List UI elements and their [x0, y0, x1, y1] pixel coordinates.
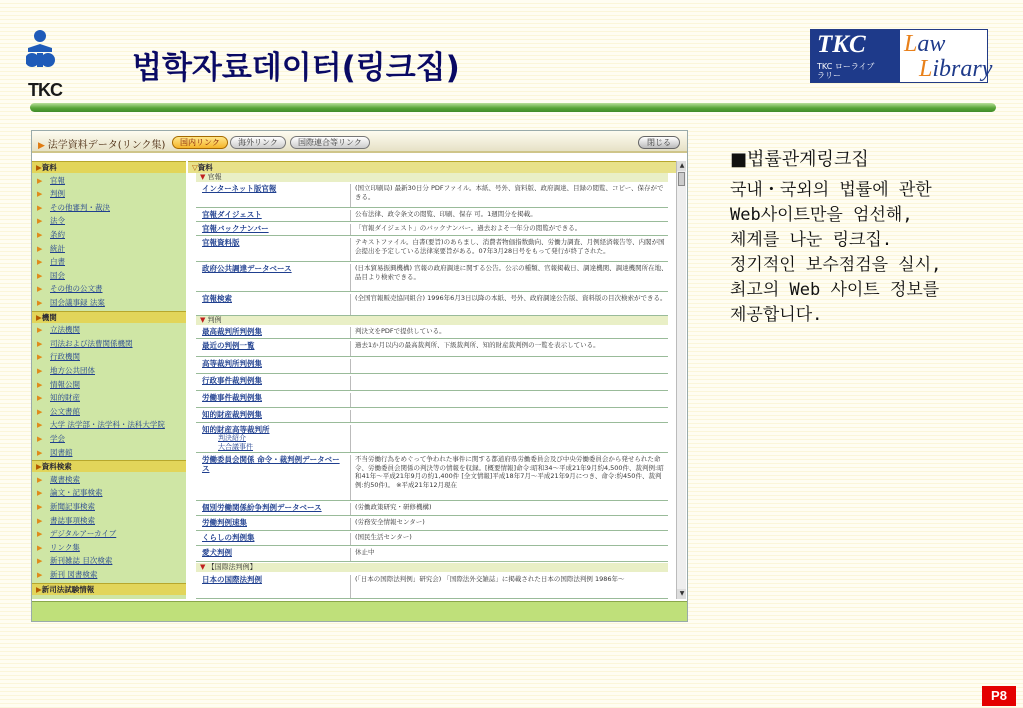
header-divider: [30, 103, 996, 112]
sidebar-link[interactable]: ▶ 行政機関: [37, 352, 80, 362]
sidebar-link[interactable]: ▶ 法令: [37, 216, 65, 226]
window-toolbar: [32, 131, 687, 153]
sidebar-link[interactable]: ▶ 新聞記事検索: [37, 502, 95, 511]
brand-tkc: TKC: [817, 31, 866, 58]
description-line: Web사이트만을 엄선해,: [730, 205, 913, 225]
sidebar-link[interactable]: ▶ 学会: [37, 434, 65, 443]
sidebar-link[interactable]: ▶ 知的財産: [37, 393, 80, 403]
triangle-icon: ▶: [37, 435, 43, 443]
sidebar-link[interactable]: ▶ 書誌事項検索: [37, 515, 95, 525]
sidebar-link[interactable]: ▶ 国会: [37, 270, 65, 280]
section-header: ▼ 判例: [196, 316, 668, 325]
link-name[interactable]: 労働委員会関係 命令・裁判例データベース: [202, 455, 340, 473]
link-row: [196, 325, 668, 339]
sidebar-heading: ▶資料: [32, 161, 186, 173]
link-description: 過去1か月以内の最高裁判所、下級裁判所、知的財産裁判例の一覧を表示している。: [350, 341, 668, 356]
link-row: [196, 292, 668, 316]
link-description: [350, 393, 668, 407]
tab-foreign-links[interactable]: 海外リンク: [230, 136, 286, 149]
link-row: [196, 573, 668, 599]
link-row: [196, 546, 668, 562]
sidebar-link[interactable]: ▶ 論文・記事検索: [37, 488, 103, 498]
description-line: 최고의 Web 사이트 정보를: [730, 280, 940, 300]
close-button[interactable]: 閉じる: [638, 136, 680, 149]
sidebar-link[interactable]: ▶ 国会議事録 法案: [37, 298, 105, 307]
link-name[interactable]: 知的財産裁判例集: [202, 410, 262, 419]
sidebar-heading: ▶新司法試験情報: [32, 583, 186, 595]
link-description: [350, 425, 668, 452]
triangle-icon: ▶: [37, 380, 43, 389]
link-row: [196, 516, 668, 531]
sidebar: [32, 161, 186, 599]
link-description: テキストファイル。白書(要旨)のあらまし、消費者物価指数動向、労働力調査、月例経済報告等、内閣が国会提出を予定している法律案要旨がある。07年3月28日号をもって発行が終了された。: [350, 238, 668, 261]
section-title: ■법률관계링크집: [730, 149, 869, 170]
link-row: [196, 222, 668, 236]
triangle-icon: ▶: [37, 448, 43, 457]
brand-library: Library: [919, 56, 993, 82]
link-description: (労務安全情報センター): [350, 518, 668, 530]
link-name[interactable]: 愛犬判例: [202, 548, 232, 557]
sidebar-link[interactable]: ▶ 白書: [37, 257, 65, 267]
link-name[interactable]: 最高裁判所判例集: [202, 327, 262, 336]
link-row: [196, 501, 668, 516]
link-name[interactable]: くらしの判例集: [202, 533, 255, 542]
link-name[interactable]: 行政事件裁判例集: [202, 376, 262, 385]
sidebar-heading: ▶機関: [32, 311, 186, 323]
link-row: [196, 208, 668, 222]
link-name[interactable]: 個別労働関係紛争判例データベース: [202, 503, 322, 512]
link-row: [196, 374, 668, 391]
triangle-icon: ▶: [36, 312, 42, 322]
link-name[interactable]: 官報検索: [202, 294, 232, 303]
link-row: [196, 357, 668, 374]
link-row: [196, 423, 668, 453]
triangle-icon: ▶: [37, 407, 43, 416]
description-text: [730, 178, 1000, 328]
link-description: 公布法律、政令条文の閲覧、印刷、保存 可。1週間分を掲載。: [350, 210, 668, 221]
sidebar-link[interactable]: ▶ 判例: [37, 189, 65, 199]
link-name[interactable]: 労働事件裁判例集: [202, 393, 262, 402]
triangle-icon: ▶: [37, 489, 43, 498]
sidebar-link[interactable]: ▶ 情報公開: [37, 379, 80, 389]
link-description: (国民生活センター): [350, 533, 668, 545]
link-name[interactable]: 高等裁判所判例集: [202, 359, 262, 368]
triangle-icon: ▶: [36, 584, 42, 594]
triangle-icon: ▶: [38, 141, 48, 151]
triangle-icon: ▶: [36, 163, 42, 172]
triangle-icon: ▶: [37, 421, 43, 430]
link-row: [196, 453, 668, 501]
link-description: [350, 376, 668, 390]
link-description: 「官報ダイジェスト」のバックナンバー。過去およそ一年分の閲覧ができる。: [350, 224, 668, 235]
triangle-icon: ▶: [37, 217, 43, 226]
triangle-icon: ▶: [37, 326, 43, 335]
link-description: (全国官報販売協同組合) 1996年6月3日以降の本紙、号外、政府調達公告版、資料版の目次検索ができる。: [350, 294, 668, 315]
sidebar-link[interactable]: ▶ 官報: [37, 175, 65, 185]
main-heading: ▽資料: [188, 161, 678, 173]
description-line: 제공합니다.: [730, 305, 823, 325]
triangle-icon: ▶: [37, 571, 43, 579]
link-name[interactable]: 官報ダイジェスト: [202, 210, 262, 219]
sub-link[interactable]: 判決紹介: [218, 434, 246, 442]
sidebar-link[interactable]: ▶ 統計: [37, 243, 65, 253]
sidebar-link[interactable]: ▶ 地方公共団体: [37, 366, 95, 375]
link-name[interactable]: 労働判例速集: [202, 518, 247, 527]
triangle-down-icon: ▼: [200, 173, 208, 181]
sidebar-link[interactable]: ▶ 蔵書検索: [37, 474, 80, 484]
sidebar-link[interactable]: ▶ 新刊 図書検索: [37, 570, 98, 579]
link-description: 判決文をPDFで提供している。: [350, 327, 668, 338]
sidebar-link[interactable]: ▶ リンク集: [37, 542, 80, 552]
link-row: [196, 408, 668, 423]
sidebar-heading: ▶資料検索: [32, 460, 186, 472]
sidebar-link[interactable]: ▶ 司法および法曹関係機関: [37, 338, 133, 348]
sidebar-link[interactable]: ▶ その他の公文書: [37, 284, 103, 294]
main-panel: [188, 161, 686, 599]
link-description: 不当労働行為をめぐって争われた事件に関する都道府県労働委員会及び中央労働委員会から発せられた命令、労働委員会関係の判決等の情報を収録。[概要情報]命令:昭和34～平成21年9月約4,500件、裁判例:昭和41年～平成21年9月の約1,400件 [全文情報]平成18年7月～平成21年9月につき、命令:約450件、裁判例:約50件)。 ※平成21年12月現在: [350, 455, 668, 500]
triangle-icon: ▶: [37, 394, 43, 403]
scroll-down-icon[interactable]: ▼: [677, 589, 686, 599]
triangle-icon: ▶: [37, 299, 43, 307]
window-title: ▶ 法学資料データ(リンク集): [38, 140, 166, 151]
sidebar-link[interactable]: ▶ 条約: [37, 230, 65, 239]
scroll-up-icon[interactable]: ▲: [677, 161, 686, 171]
link-row: [196, 339, 668, 357]
triangle-icon: ▶: [37, 244, 43, 253]
brand-law: Law: [904, 31, 946, 57]
triangle-icon: ▶: [37, 203, 43, 212]
triangle-icon: ▶: [37, 353, 43, 362]
link-description: 休止中: [350, 548, 668, 561]
link-description: (国立印刷局) 最新30日分 PDFファイル。本紙、号外、資料版、政府調達、目録の閲覧、コピー、保存ができる。: [350, 184, 668, 207]
sidebar-link[interactable]: ▶ デジタルアーカイブ: [37, 529, 117, 539]
description-line: 체계를 나눈 링크집.: [730, 230, 893, 250]
description-line: 정기적인 보수점검을 실시,: [730, 255, 942, 275]
tab-domestic-links[interactable]: 国内リンク: [172, 136, 228, 149]
triangle-icon: ▶: [37, 530, 43, 539]
sidebar-link[interactable]: ▶ 大学 法学部・法学科・法科大学院: [37, 420, 165, 430]
link-description: (日本貿易振興機構) 官報の政府調達に関する公告。公示の種類、官報掲載日、調達機関、調達機関所在地、品目より検索できる。: [350, 264, 668, 291]
triangle-icon: ▶: [37, 176, 43, 185]
triangle-icon: ▶: [37, 516, 43, 525]
sidebar-link[interactable]: ▶ その他審判・裁決: [37, 202, 110, 212]
tab-un-links[interactable]: 国際連合等リンク: [290, 136, 370, 149]
scroll-thumb[interactable]: [678, 172, 685, 186]
link-description: [350, 359, 668, 373]
link-collection-screenshot: [31, 130, 688, 622]
triangle-icon: ▶: [37, 557, 43, 566]
triangle-icon: ▶: [37, 339, 43, 348]
link-description: (「日本の国際法判例」研究会) 「国際法外交雑誌」に掲載された日本の国際法判例 1986年～: [350, 575, 668, 598]
link-row: [196, 531, 668, 546]
triangle-icon: ▶: [37, 285, 43, 294]
logo-text: TKC: [28, 80, 62, 100]
triangle-icon: ▶: [37, 503, 43, 511]
link-name[interactable]: 知的財産高等裁判所 判決紹介 大合議事件: [202, 425, 344, 452]
section-header: ▼ 官報: [196, 173, 668, 182]
sub-link[interactable]: 大合議事件: [218, 443, 253, 451]
sidebar-link[interactable]: ▶ 立法機関: [37, 325, 80, 335]
triangle-down-icon: ▼: [200, 316, 208, 324]
triangle-icon: ▶: [37, 475, 43, 484]
window-footer: [32, 601, 687, 621]
link-name[interactable]: 日本の国際法判例: [202, 575, 262, 584]
page-number-badge: P8: [982, 686, 1016, 706]
link-name[interactable]: 政府公共調達データベース: [202, 264, 292, 273]
link-description: (労働政策研究・研修機構): [350, 503, 668, 515]
triangle-icon: ▶: [37, 271, 43, 280]
triangle-icon: ▶: [37, 367, 43, 375]
triangle-icon: ▶: [37, 231, 43, 239]
link-name[interactable]: 官報資料版: [202, 238, 240, 247]
sidebar-link[interactable]: ▶ 新刊雑誌 目次検索: [37, 556, 113, 566]
triangle-icon: ▶: [36, 462, 42, 472]
triangle-icon: ▶: [37, 543, 43, 552]
triangle-icon: ▶: [37, 258, 43, 267]
link-name[interactable]: インターネット版官報: [202, 184, 277, 193]
triangle-icon: ▶: [37, 190, 43, 199]
brand-subtitle: TKC ローライブラリー: [817, 62, 875, 80]
sidebar-link[interactable]: ▶ 図書館: [37, 447, 73, 457]
link-name[interactable]: 官報バックナンバー: [202, 224, 269, 233]
link-name[interactable]: 最近の判例一覧: [202, 341, 255, 350]
page-title: 법학자료데이터(링크집): [132, 50, 460, 86]
triangle-down-icon: ▼: [200, 563, 208, 571]
link-row: [196, 391, 668, 408]
link-description: [350, 410, 668, 422]
tkc-law-library-logo: [810, 29, 993, 83]
link-row: [196, 182, 668, 208]
description-line: 국내・국외의 법률에 관한: [730, 180, 932, 200]
scrollbar[interactable]: [676, 161, 686, 599]
link-row: [196, 236, 668, 262]
section-header: ▼ 【国際法判例】: [196, 563, 668, 572]
sidebar-link[interactable]: ▶ 公文書館: [37, 406, 80, 416]
link-row: [196, 262, 668, 292]
